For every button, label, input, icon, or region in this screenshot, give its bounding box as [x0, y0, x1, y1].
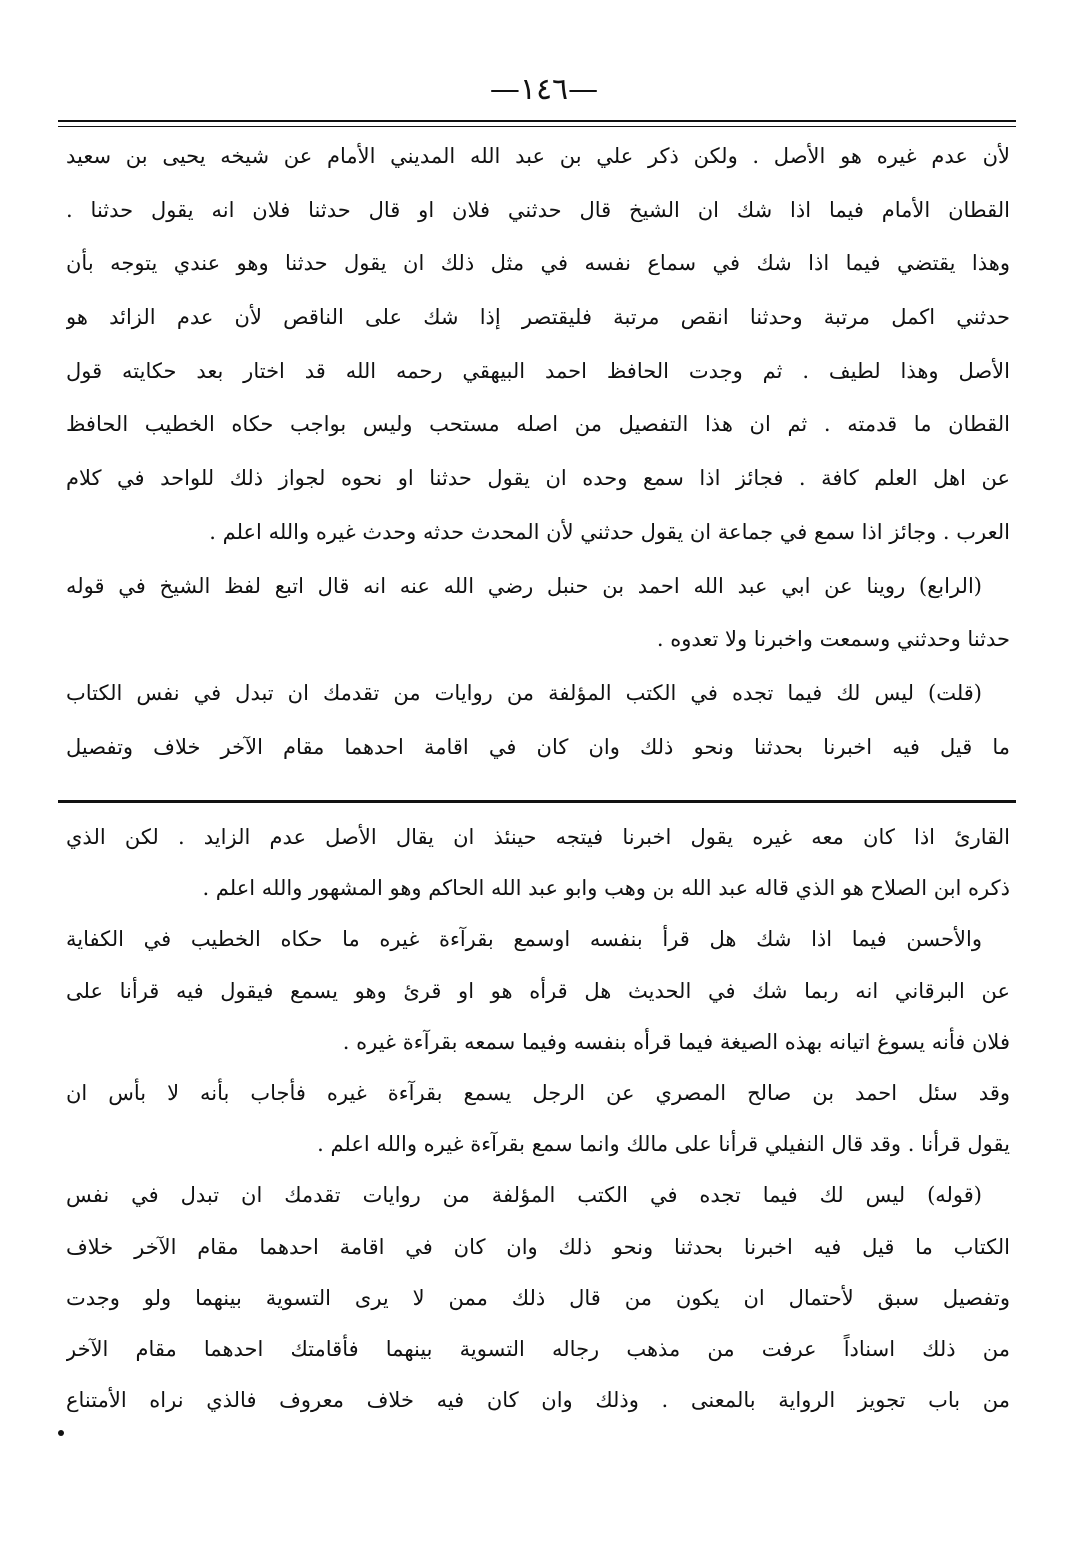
text-line: حدثنا وحدثني وسمعت واخبرنا ولا تعدوه .	[656, 627, 1010, 652]
text-line: (قوله) ليس لك فيما تجده في الكتب المؤلفة من روايات تقدمك ان تبدل في نفس	[66, 1183, 982, 1208]
text-line: والأحسن فيما اذا شك هل قرأ بنفسه اوسمع بقرآءة غيره ما حكاه الخطيب في الكفاية	[66, 927, 982, 952]
text-line: الكتاب ما قيل فيه اخبرنا بحدثنا ونحو ذلك وان كان في اقامة احدهما مقام الآخر خلاف	[66, 1234, 1010, 1259]
text-line: وتفصيل سبق لأحتمال ان يكون من قال ذلك ممن لا يرى التسوية بينهما ولو وجدت	[66, 1285, 1010, 1310]
page-number: —١٤٦—	[489, 72, 599, 107]
text-line: ما قيل فيه اخبرنا بحدثنا ونحو ذلك وان كان في اقامة احدهما مقام الآخر خلاف وتفصيل	[66, 734, 1010, 759]
margin-dot	[58, 1430, 64, 1436]
header-rule	[58, 120, 1016, 122]
text-line: وقد سئل احمد بن صالح المصري عن الرجل يسمع بقرآءة غيره فأجاب بأنه لا بأس ان	[66, 1080, 1010, 1105]
text-line: من ذلك اسناداً عرفت من مذهب رجاله التسوية بينهما فأقامتك احدهما مقام الآخر	[66, 1336, 1010, 1361]
main-text	[66, 130, 1010, 774]
text-line: القارئ اذا كان معه غيره يقول اخبرنا فيتجه حينئذ ان يقال الأصل عدم الزايد . لكن الذي	[66, 825, 1010, 849]
commentary-text	[66, 812, 1010, 1426]
text-line: لأن عدم غيره هو الأصل . ولكن ذكر علي بن عبد الله المديني الأمام عن شيخه يحيى بن سعيد	[66, 144, 1010, 168]
commentary-divider	[58, 800, 1016, 803]
text-line: الأصل وهذا لطيف . ثم وجدت الحافظ احمد البيهقي رحمه الله قد اختار بعد حكايته قول	[66, 358, 1010, 383]
text-line: (قلت) ليس لك فيما تجده في الكتب المؤلفة من روايات من تقدمك ان تبدل في نفس الكتاب	[66, 680, 982, 705]
text-line: عن اهل العلم كافة . فجائز اذا سمع وحده ان يقول حدثنا او نحوه لجواز ذلك للواحد في كلام	[66, 466, 1010, 491]
text-line: حدثني اكمل مرتبة وحدثنا انقص مرتبة فليقتصر إذا شك على الناقص لأن عدم الزائد هو	[66, 305, 1010, 330]
text-line: عن البرقاني انه ربما شك في الحديث هل قرأه هو او قرئ وهو يسمع فيقول فيه قرأنا على	[66, 978, 1010, 1003]
header-rule-thin	[58, 126, 1016, 127]
text-line: من باب تجويز الرواية بالمعنى . وذلك وان كان فيه خلاف معروف فالذي نراه الأمتناع	[66, 1388, 1010, 1413]
text-line: القطان ما قدمته . ثم ان هذا التفصيل من اصله مستحب وليس بواجب حكاه الخطيب الحافظ	[66, 412, 1010, 437]
text-line: ذكره ابن الصلاح هو الذي قاله عبد الله بن وهب وابو عبد الله الحاكم وهو المشهور والله اعلم .	[202, 876, 1010, 901]
text-line: يقول قرأنا . وقد قال النفيلي قرأنا على مالك وانما سمع بقرآءة غيره والله اعلم .	[317, 1132, 1010, 1157]
text-line: (الرابع) روينا عن ابي عبد الله احمد بن حنبل رضي الله عنه انه قال اتبع لفظ الشيخ في قوله	[66, 573, 982, 598]
text-line: القطان الأمام فيما اذا شك ان الشيخ قال حدثني فلان او قال حدثنا فلان انه يقول حدثنا .	[66, 197, 1010, 222]
text-line: وهذا يقتضي فيما اذا شك في سماع نفسه في مثل ذلك ان يقول حدثنا وهو عندي يتوجه بأن	[66, 251, 1010, 276]
text-line: فلان فأنه يسوغ اتيانه بهذه الصيغة فيما قرأه بنفسه وفيما سمعه بقرآءة غيره .	[342, 1029, 1010, 1054]
text-line: العرب . وجائز اذا سمع في جماعة ان يقول حدثني لأن المحدث حدثه وحدث غيره والله اعلم .	[209, 519, 1010, 544]
